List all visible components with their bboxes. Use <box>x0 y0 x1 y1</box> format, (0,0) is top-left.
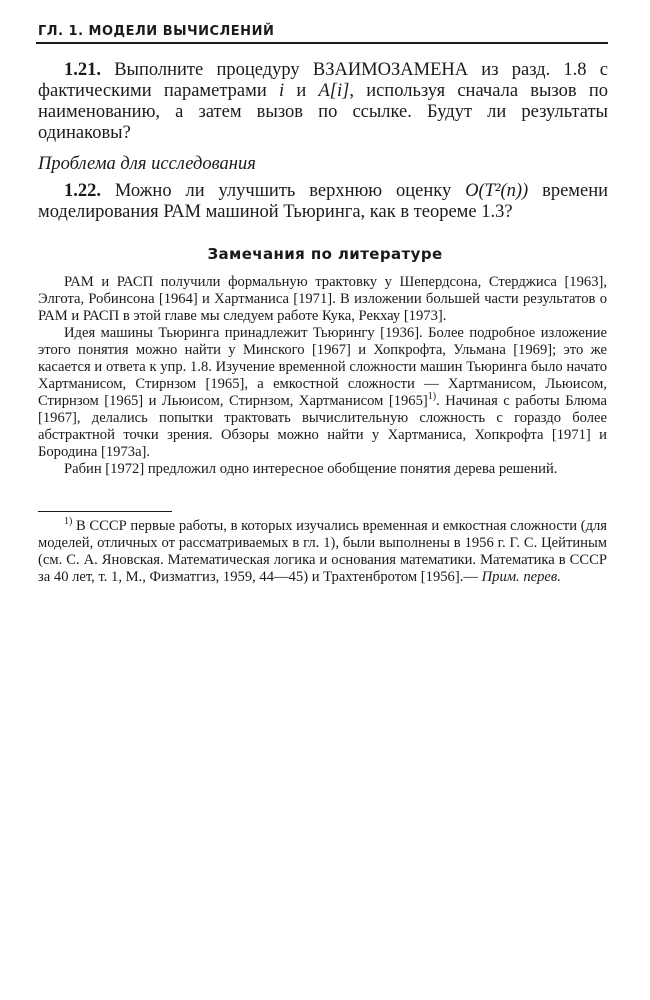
complexity-formula: O(T²(n)) <box>465 181 529 201</box>
footnote-mark: 1) <box>427 391 437 403</box>
exercise-text: , используя сначала вызов по наименованию, а затем вызов по ссылке. Будут ли результаты одинаковы? <box>38 81 609 143</box>
notes-paragraph: Рабин [1972] предложил одно интересное обобщение понятия дерева решений. <box>64 461 558 477</box>
running-head: ГЛ. 1. МОДЕЛИ ВЫЧИСЛЕНИЙ <box>38 24 275 39</box>
exercise-text: Выполните процедуру ВЗАИМОЗАМЕНА из разд. 1.8 с фактическими параметрами <box>38 60 608 101</box>
bibliographic-notes <box>38 274 607 478</box>
notes-paragraph <box>38 325 607 461</box>
notes-text: Идея машины Тьюринга принадлежит Тьюрингу [1936]. Более подробное изложение этого понятия можно найти у Минского [1967] и Хопкрофта, Ульмана [1969]; это же касается и ответа к упр. 1.8. Изучение временной сложности машин Тьюринга было начато Хартманисом, Стирнзом [1965], а емкостной сложности — Хартманисом, Льюисом, Стирнзом [1965] и Льюисом, Стирнзом, Хартманисом [1965] <box>38 325 607 409</box>
header-rule <box>36 42 608 44</box>
exercise-number: 1.22. <box>64 181 101 201</box>
exercise-text: Можно ли улучшить верхнюю оценку <box>101 181 466 201</box>
variable-a-i: A[i] <box>318 81 350 101</box>
footnote <box>38 518 607 586</box>
footnote-text: В СССР первые работы, в которых изучались временная и емкостная сложности (для моделей, отличных от рассматриваемых в гл. 1), были выполнены в 1956 г. Г. С. Цейтиным (см. С. А. Яновская. Математическая логика и основания математики. Математика в СССР за 40 лет, т. 1, М., Физматгиз, 1959, 44—45) и Трахтенбротом [1956].— <box>38 518 607 585</box>
footnote-rule <box>38 511 172 512</box>
exercise-number: 1.21. <box>64 60 101 80</box>
exercise-1-22 <box>38 181 608 223</box>
translator-note: Прим. перев. <box>481 569 561 585</box>
exercise-text: и <box>284 81 319 101</box>
notes-paragraph: РАМ и РАСП получили формальную трактовку у Шепердсона, Стерджиса [1963], Элгота, Робинсона [1964] и Хартманиса [1971]. В изложении большей части результатов о РАМ и РАСП в этой главе мы следуем работе Кука, Рекхау [1973]. <box>38 274 607 324</box>
exercise-text: времени моделирования РАМ машиной Тьюринга, как в теореме 1.3? <box>38 181 608 222</box>
variable-i: i <box>278 81 285 101</box>
problem-heading: Проблема для исследования <box>38 154 256 174</box>
notes-text: . Начиная с работы Блюма [1967], делались попытки трактовать вычислительную сложность с гораздо более абстрактной точки зрения. Обзоры можно найти у Хартманиса, Хопкрофта [1971] и Бородина [1973a]. <box>38 393 607 460</box>
section-title: Замечания по литературе <box>207 245 443 263</box>
exercise-1-21 <box>38 60 608 144</box>
footnote-mark: 1) <box>64 516 73 528</box>
